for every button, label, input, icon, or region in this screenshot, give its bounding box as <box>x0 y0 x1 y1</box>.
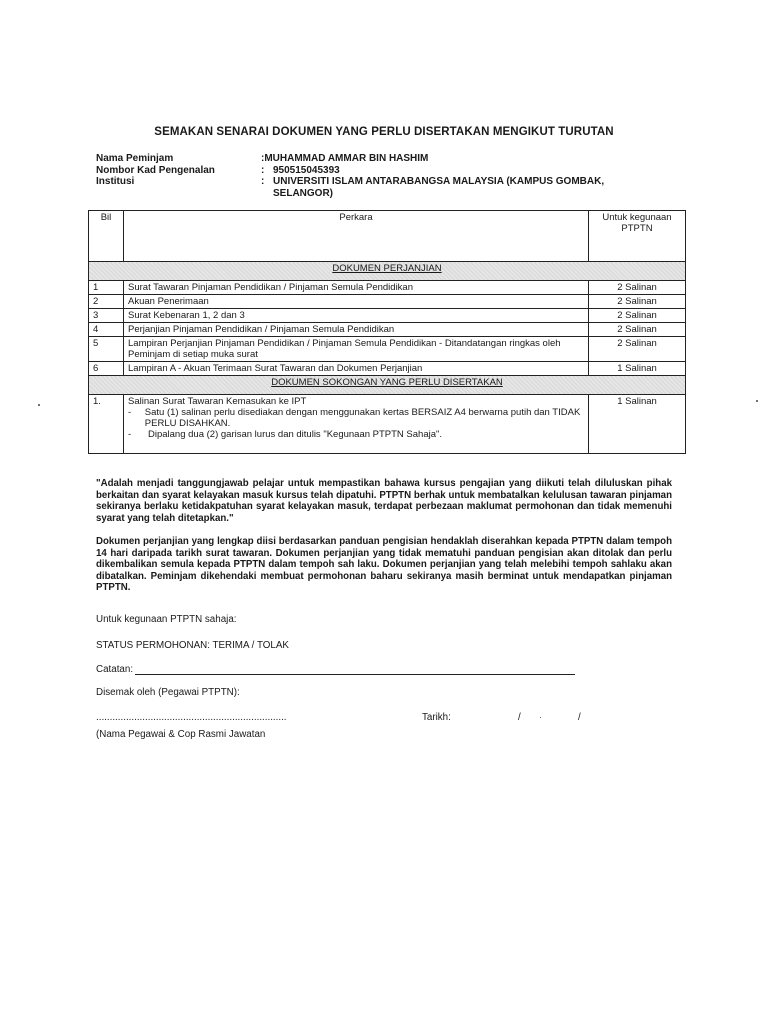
header-bil: Bil <box>89 211 124 262</box>
row-bil: 6 <box>89 362 124 376</box>
tarikh-label: Tarikh: <box>422 712 451 723</box>
table-row <box>89 309 686 323</box>
date-slash: / <box>578 712 581 723</box>
table-row <box>89 323 686 337</box>
row-perkara: Perjanjian Pinjaman Pendidikan / Pinjaman Semula Pendidikan <box>124 323 589 337</box>
bullet-item <box>128 407 584 429</box>
row-perkara: Surat Tawaran Pinjaman Pendidikan / Pinjaman Semula Pendidikan <box>124 281 589 295</box>
nama-label: Nama Peminjam <box>96 153 174 164</box>
info-row-institusi <box>96 176 633 188</box>
bullet-item <box>128 429 584 440</box>
row-bil: 3 <box>89 309 124 323</box>
institusi-colon: : <box>261 176 265 187</box>
row-bil: 5 <box>89 337 124 362</box>
date-slash: / <box>518 712 521 723</box>
applicant-info <box>96 153 633 199</box>
scan-speck <box>756 400 758 402</box>
kad-label: Nombor Kad Pengenalan <box>96 164 215 176</box>
bullet-mark: - <box>128 429 132 440</box>
row-perkara: Surat Kebenaran 1, 2 dan 3 <box>124 309 589 323</box>
bullet-mark: - <box>128 407 132 418</box>
table-row <box>89 362 686 376</box>
row-bil: 2 <box>89 295 124 309</box>
row-untuk: 2 Salinan <box>589 337 686 362</box>
scan-speck <box>540 717 541 718</box>
row-untuk: 2 Salinan <box>589 309 686 323</box>
row-perkara-cell <box>124 395 589 454</box>
row-perkara: Lampiran Perjanjian Pinjaman Pendidikan / Pinjaman Semula Pendidikan - Ditandatangan ringkas oleh Peminjam di setiap muka surat <box>124 337 589 362</box>
header-perkara: Perkara <box>124 211 589 262</box>
catatan-line <box>135 664 575 675</box>
catatan-label: Catatan: <box>96 664 134 675</box>
document-checklist-table <box>88 210 686 454</box>
info-row-kad <box>96 165 633 177</box>
row-perkara: Salinan Surat Tawaran Kemasukan ke IPT <box>128 396 307 407</box>
section-header-perjanjian <box>89 262 686 281</box>
row-perkara: Akuan Penerimaan <box>124 295 589 309</box>
institusi-value: UNIVERSITI ISLAM ANTARABANGSA MALAYSIA (KAMPUS GOMBAK, <box>273 176 605 187</box>
table-header-row <box>89 211 686 262</box>
section1-label: DOKUMEN PERJANJIAN <box>89 262 686 281</box>
row-untuk: 2 Salinan <box>589 323 686 337</box>
office-use-label: Untuk kegunaan PTPTN sahaja: <box>96 614 237 625</box>
bullet-text: Satu (1) salinan perlu disediakan dengan menggunakan kertas BERSAIZ A4 berwarna putih dan TIDAK PERLU DISAHKAN. <box>144 407 581 429</box>
catatan-row <box>96 664 575 675</box>
nama-pegawai-label: (Nama Pegawai & Cop Rasmi Jawatan <box>96 729 266 740</box>
scan-speck <box>38 404 40 406</box>
table-row <box>89 337 686 362</box>
instruction-paragraph: Dokumen perjanjian yang lengkap diisi berdasarkan panduan pengisian hendaklah diserahkan kepada PTPTN dalam tempoh 14 hari daripada tarikh surat tawaran. Dokumen perjanjian yang tidak mematuhi panduan pengisian akan ditolak dan perlu dikembalikan semula kepada PTPTN dalam tempoh sah laku. Dokumen perjanjian yang telah melebihi tempoh sahlaku akan dibatalkan. Peminjam dikehendaki membuat permohonan baharu sekiranya masih berminat untuk mendapatkan pinjaman PTPTN. <box>96 536 672 593</box>
row-untuk: 1 Salinan <box>589 362 686 376</box>
row-bil: 1 <box>89 281 124 295</box>
kad-colon: : <box>261 164 265 176</box>
info-row-nama <box>96 153 633 165</box>
institusi-value-2: SELANGOR) <box>273 187 333 199</box>
status-label: STATUS PERMOHONAN: TERIMA / TOLAK <box>96 640 289 651</box>
row-bil: 1. <box>89 395 124 454</box>
table-row <box>89 295 686 309</box>
header-untuk: Untuk kegunaan PTPTN <box>589 211 686 262</box>
disclaimer-paragraph: "Adalah menjadi tanggungjawab pelajar untuk mempastikan bahawa kursus pengajian yang diikuti telah diluluskan pihak berkaitan dan syarat kelayakan masuk kursus telah dipatuhi. PTPTN berhak untuk membatalkan kelulusan tawaran pinjaman sekiranya berlaku ketidakpatuhan syarat kelayakan masuk, terdapat perbezaan maklumat permohonan dan tidak memenuhi syarat yang telah ditetapkan." <box>96 478 672 524</box>
bullet-text: Dipalang dua (2) garisan lurus dan ditulis "Kegunaan PTPTN Sahaja". <box>148 429 443 440</box>
section2-label: DOKUMEN SOKONGAN YANG PERLU DISERTAKAN <box>89 376 686 395</box>
row-perkara: Lampiran A - Akuan Terimaan Surat Tawaran dan Dokumen Perjanjian <box>124 362 589 376</box>
row-untuk: 1 Salinan <box>589 395 686 454</box>
table-row <box>89 281 686 295</box>
table-row <box>89 395 686 454</box>
disemak-label: Disemak oleh (Pegawai PTPTN): <box>96 687 240 698</box>
row-untuk: 2 Salinan <box>589 281 686 295</box>
kad-value: 950515045393 <box>273 164 340 176</box>
row-untuk: 2 Salinan <box>589 295 686 309</box>
page-title: SEMAKAN SENARAI DOKUMEN YANG PERLU DISERTAKAN MENGIKUT TURUTAN <box>154 126 614 138</box>
section-header-sokongan <box>89 376 686 395</box>
institusi-label: Institusi <box>96 176 135 187</box>
info-row-institusi-2 <box>96 188 633 200</box>
signature-dots: ...................................................................... <box>96 712 287 723</box>
nama-value: :MUHAMMAD AMMAR BIN HASHIM <box>261 153 429 164</box>
row-bil: 4 <box>89 323 124 337</box>
